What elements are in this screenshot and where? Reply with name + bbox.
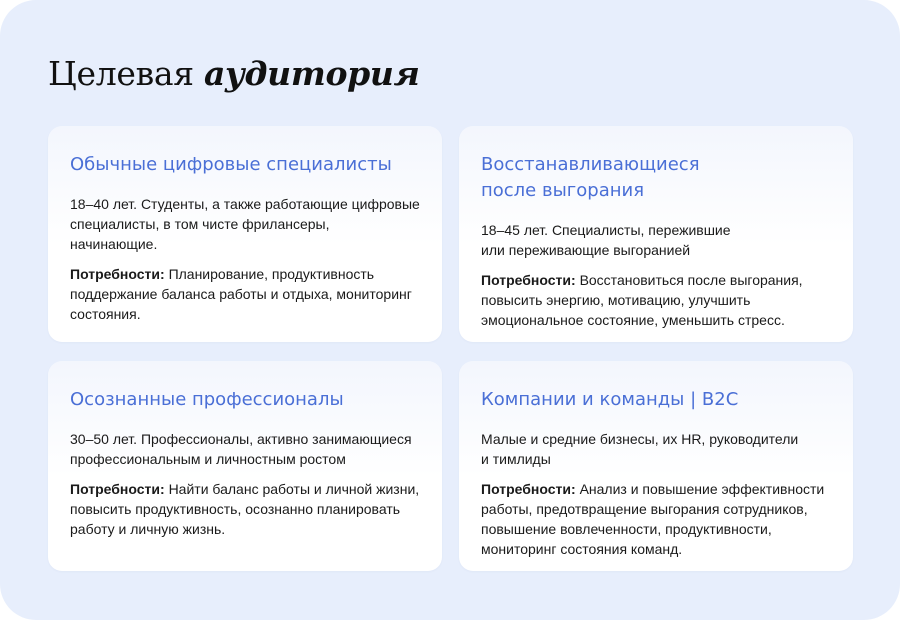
card-title-line: Компании и команды | B2C [481, 389, 739, 410]
card-needs [70, 479, 420, 539]
card-description-text: 18–40 лет. Студенты, а также работающие цифровые специалисты, в том чисте фрилансеры, начинающие. [70, 196, 420, 252]
card-title-line: Обычные цифровые специалисты [70, 154, 392, 175]
needs-text: Восстановиться после выгорания, повысить энергию, мотивацию, улучшить эмоциональное состояние, уменьшить стресс. [481, 272, 803, 328]
card-description-text: Малые и средние бизнесы, их HR, руководители [481, 431, 799, 447]
card-description [481, 220, 831, 260]
audience-card-mindful-professionals [48, 361, 442, 571]
card-description-text: 30–50 лет. Профессионалы, активно занимающиеся профессиональным и личностным ростом [70, 431, 412, 467]
card-needs [481, 270, 831, 330]
card-title [481, 387, 831, 413]
card-title-line-2: после выгорания [481, 180, 645, 201]
page-title-accent: аудитория [203, 54, 420, 93]
card-description [70, 429, 420, 469]
card-title-line: Осознанные профессионалы [70, 389, 344, 410]
card-title [481, 152, 831, 204]
audience-card-digital-specialists [48, 126, 442, 342]
needs-label: Потребности: [481, 481, 576, 497]
card-description-text: 18–45 лет. Специалисты, пережившие [481, 222, 731, 238]
page-title [48, 54, 420, 93]
needs-label: Потребности: [481, 272, 576, 288]
card-description [481, 429, 831, 469]
card-needs [481, 479, 831, 559]
audience-card-burnout-recovery [459, 126, 853, 342]
card-title [70, 387, 420, 413]
audience-card-companies-teams [459, 361, 853, 571]
card-description-text-2: и тимлиды [481, 451, 551, 467]
needs-text: Планирование, продуктивность поддержание баланса работы и отдыха, мониторинг состояния. [70, 266, 412, 322]
needs-text: Анализ и повышение эффективности работы, предотвращение выгорания сотрудников, повышение вовлеченности, продуктивности, мониторинг состояния команд. [481, 481, 825, 557]
page-title-regular: Целевая [48, 54, 204, 93]
needs-label: Потребности: [70, 266, 165, 282]
card-title [70, 152, 420, 178]
card-description-text-2: или переживающие выгоранией [481, 242, 691, 258]
card-description [70, 194, 420, 254]
needs-label: Потребности: [70, 481, 165, 497]
card-title-line: Восстанавливающиеся [481, 154, 700, 175]
needs-text: Найти баланс работы и личной жизни, повысить продуктивность, осознанно планировать работу и личную жизнь. [70, 481, 420, 537]
card-needs [70, 264, 420, 324]
